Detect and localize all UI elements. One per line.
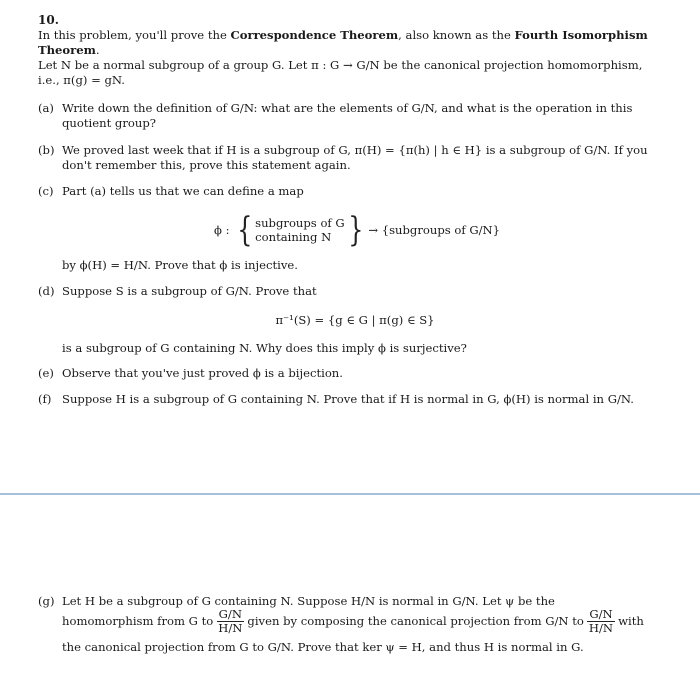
fraction-1-numerator: G/N xyxy=(218,607,242,621)
map-phi: ϕ : xyxy=(214,223,230,237)
part-e-text: Observe that you've just proved ϕ is a bijection. xyxy=(62,366,343,380)
part-a xyxy=(38,101,663,131)
map-target: → {subgroups of G/N} xyxy=(368,223,501,237)
intro-bold-1: Correspondence Theorem xyxy=(230,28,399,42)
map-domain-top: subgroups of G xyxy=(255,216,345,230)
part-a-text: Write down the definition of G/N: what are the elements of G/N, and what is the operation in this quotient group? xyxy=(62,101,633,130)
part-f-text: Suppose H is a subgroup of G containing N. Prove that if H is normal in G, ϕ(H) is normal in G/N. xyxy=(62,392,634,406)
part-e xyxy=(38,366,663,381)
problem-intro xyxy=(38,28,658,88)
part-g-line2a: homomorphism from G to xyxy=(62,614,214,628)
intro-bold-2: Fourth Isomorphism Theorem xyxy=(38,28,648,57)
problem-setup: Let N be a normal subgroup of a group G. Let π : G → G/N be the canonical projection homomorphism, i.e., π(g) = gN. xyxy=(38,58,643,87)
part-c xyxy=(38,184,663,199)
map-domain xyxy=(255,216,345,244)
preimage-display: π⁻¹(S) = {g ∈ G | π(g) ∈ S} xyxy=(275,313,435,327)
map-domain-bottom: containing N xyxy=(255,230,332,244)
part-c-after: by ϕ(H) = H/N. Prove that ϕ is injective. xyxy=(62,258,298,272)
fraction-2-denominator: H/N xyxy=(588,621,614,635)
fraction-1-denominator: H/N xyxy=(218,621,243,635)
part-g-line2c: with xyxy=(618,614,644,628)
part-g-line1: Let H be a subgroup of G containing N. Suppose H/N is normal in G/N. Let ψ be the xyxy=(62,594,555,608)
part-d-text: Suppose S is a subgroup of G/N. Prove that xyxy=(62,284,317,298)
part-d-label: (d) xyxy=(38,284,55,298)
left-brace-icon: { xyxy=(236,210,252,250)
part-c-text: Part (a) tells us that we can define a map xyxy=(62,184,304,198)
quotient-fraction-1 xyxy=(216,608,244,635)
fraction-2-numerator: G/N xyxy=(589,607,613,621)
part-d xyxy=(38,284,663,299)
part-a-label: (a) xyxy=(38,101,54,115)
part-b-text: We proved last week that if H is a subgroup of G, π(H) = {π(h) | h ∈ H} is a subgroup of G/N. If you don't remember this, prove this statement again. xyxy=(62,143,648,172)
part-g-line3: the canonical projection from G to G/N. Prove that ker ψ = H, and thus H is normal in G. xyxy=(62,640,584,654)
section-divider xyxy=(0,493,700,495)
intro-text-2: , also known as the xyxy=(398,28,515,42)
problem-number: 10. xyxy=(38,13,59,27)
part-b-label: (b) xyxy=(38,143,55,157)
part-e-label: (e) xyxy=(38,366,54,380)
part-d-after: is a subgroup of G containing N. Why does this imply ϕ is surjective? xyxy=(62,341,467,355)
phi-map-display xyxy=(214,210,501,250)
part-g-line2b: given by composing the canonical projection from G/N to xyxy=(247,614,584,628)
part-f-label: (f) xyxy=(38,392,52,406)
part-g-label: (g) xyxy=(38,594,55,608)
part-g-line2 xyxy=(62,608,662,635)
right-brace-icon: } xyxy=(347,210,364,250)
part-g xyxy=(38,594,668,609)
intro-text-3: . xyxy=(95,43,100,57)
quotient-fraction-2 xyxy=(587,608,615,635)
part-b xyxy=(38,143,663,173)
part-f xyxy=(38,392,668,407)
part-c-label: (c) xyxy=(38,184,54,198)
intro-text-1: In this problem, you'll prove the xyxy=(38,28,231,42)
